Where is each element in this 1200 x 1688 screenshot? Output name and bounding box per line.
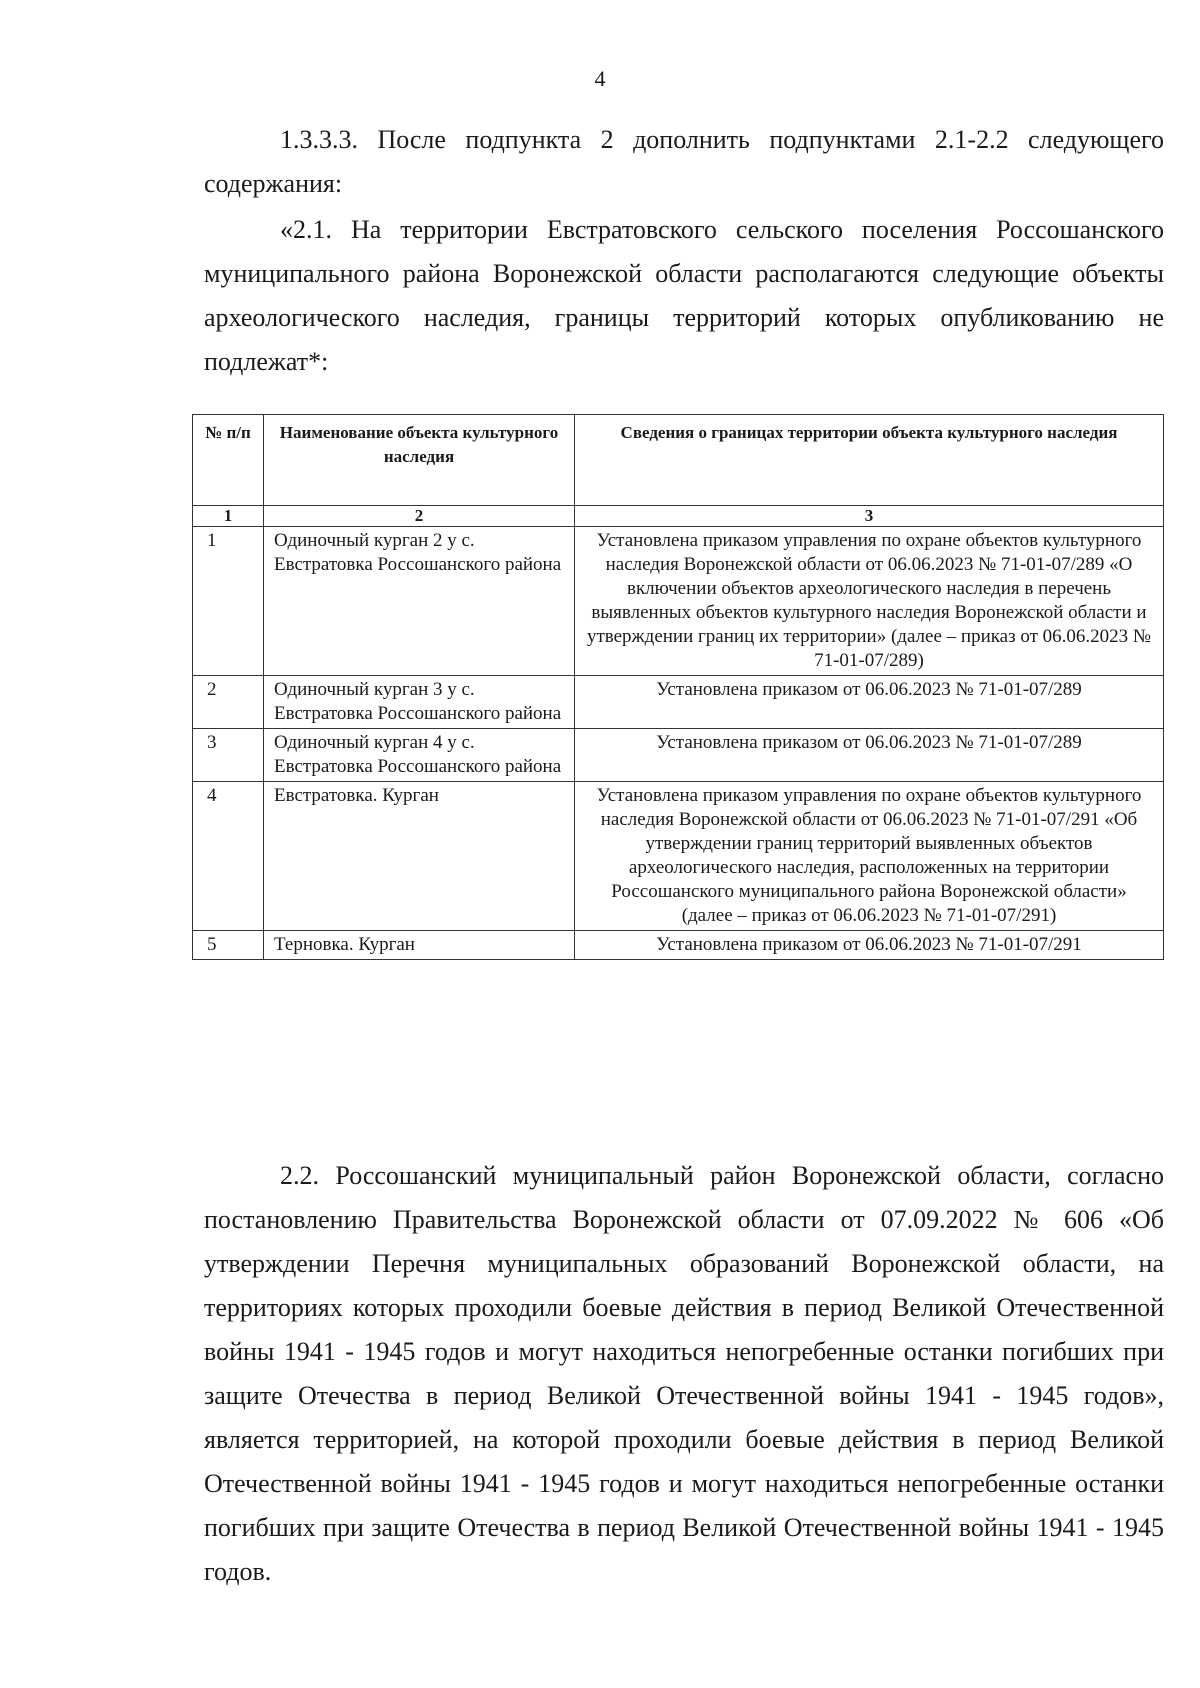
header-object-name: Наименование объекта культурного наследия [264,415,575,506]
table-row [193,782,1164,931]
object-name: Одиночный курган 2 у с. Евстратовка Россошанского района [264,527,575,676]
row-number: 1 [193,527,264,676]
column-number: 3 [575,506,1164,527]
table-header-row [193,415,1164,506]
boundary-info: Установлена приказом от 06.06.2023 № 71-01-07/291 [575,931,1164,960]
row-number: 4 [193,782,264,931]
row-number: 5 [193,931,264,960]
boundary-info: Установлена приказом управления по охране объектов культурного наследия Воронежской области от 06.06.2023 № 71-01-07/289 «О включении объектов археологического наследия в перечень выявленных объектов культурного наследия Воронежской области и утверждении границ их территории» (далее – приказ от 06.06.2023 № 71-01-07/289) [575,527,1164,676]
column-number: 2 [264,506,575,527]
heritage-objects-table [192,414,1164,960]
boundary-info: Установлена приказом от 06.06.2023 № 71-01-07/289 [575,676,1164,729]
boundary-info: Установлена приказом управления по охране объектов культурного наследия Воронежской области от 06.06.2023 № 71-01-07/291 «Об утверждении границ территорий выявленных объектов археологического наследия, расположенных на территории Россошанского муниципального района Воронежской области» (далее – приказ от 06.06.2023 № 71-01-07/291) [575,782,1164,931]
row-number: 2 [193,676,264,729]
table-row [193,676,1164,729]
paragraph-2-1: «2.1. На территории Евстратовского сельского поселения Россошанского муниципального района Воронежской области располагаются следующие объекты археологического наследия, границы территорий которых опубликованию не подлежат*: [204,215,1164,376]
object-name: Одиночный курган 4 у с. Евстратовка Россошанского района [264,729,575,782]
table-row [193,931,1164,960]
object-name: Одиночный курган 3 у с. Евстратовка Россошанского района [264,676,575,729]
column-numbers-row [193,506,1164,527]
header-number: № п/п [193,415,264,506]
paragraph-2-2: 2.2. Россошанский муниципальный район Воронежской области, согласно постановлению Правительства Воронежской области от 07.09.2022 № 606 «Об утверждении Перечня муниципальных образований Воронежской области, на территориях которых проходили боевые действия в период Великой Отечественной войны 1941 - 1945 годов и могут находиться непогребенные останки погибших при защите Отечества в период Великой Отечественной войны 1941 - 1945 годов», является территорией, на которой проходили боевые действия в период Великой Отечественной войны 1941 - 1945 годов и могут находиться непогребенные останки погибших при защите Отечества в период Великой Отечественной войны 1941 - 1945 годов. [204,1161,1164,1586]
paragraph-amendment-intro: 1.3.3.3. После подпункта 2 дополнить подпунктами 2.1-2.2 следующего содержания: [204,125,1164,198]
page-number: 4 [594,66,606,91]
boundary-info: Установлена приказом от 06.06.2023 № 71-01-07/289 [575,729,1164,782]
table-row [193,729,1164,782]
header-boundary-info: Сведения о границах территории объекта культурного наследия [575,415,1164,506]
column-number: 1 [193,506,264,527]
object-name: Евстратовка. Курган [264,782,575,931]
row-number: 3 [193,729,264,782]
object-name: Терновка. Курган [264,931,575,960]
table-row [193,527,1164,676]
